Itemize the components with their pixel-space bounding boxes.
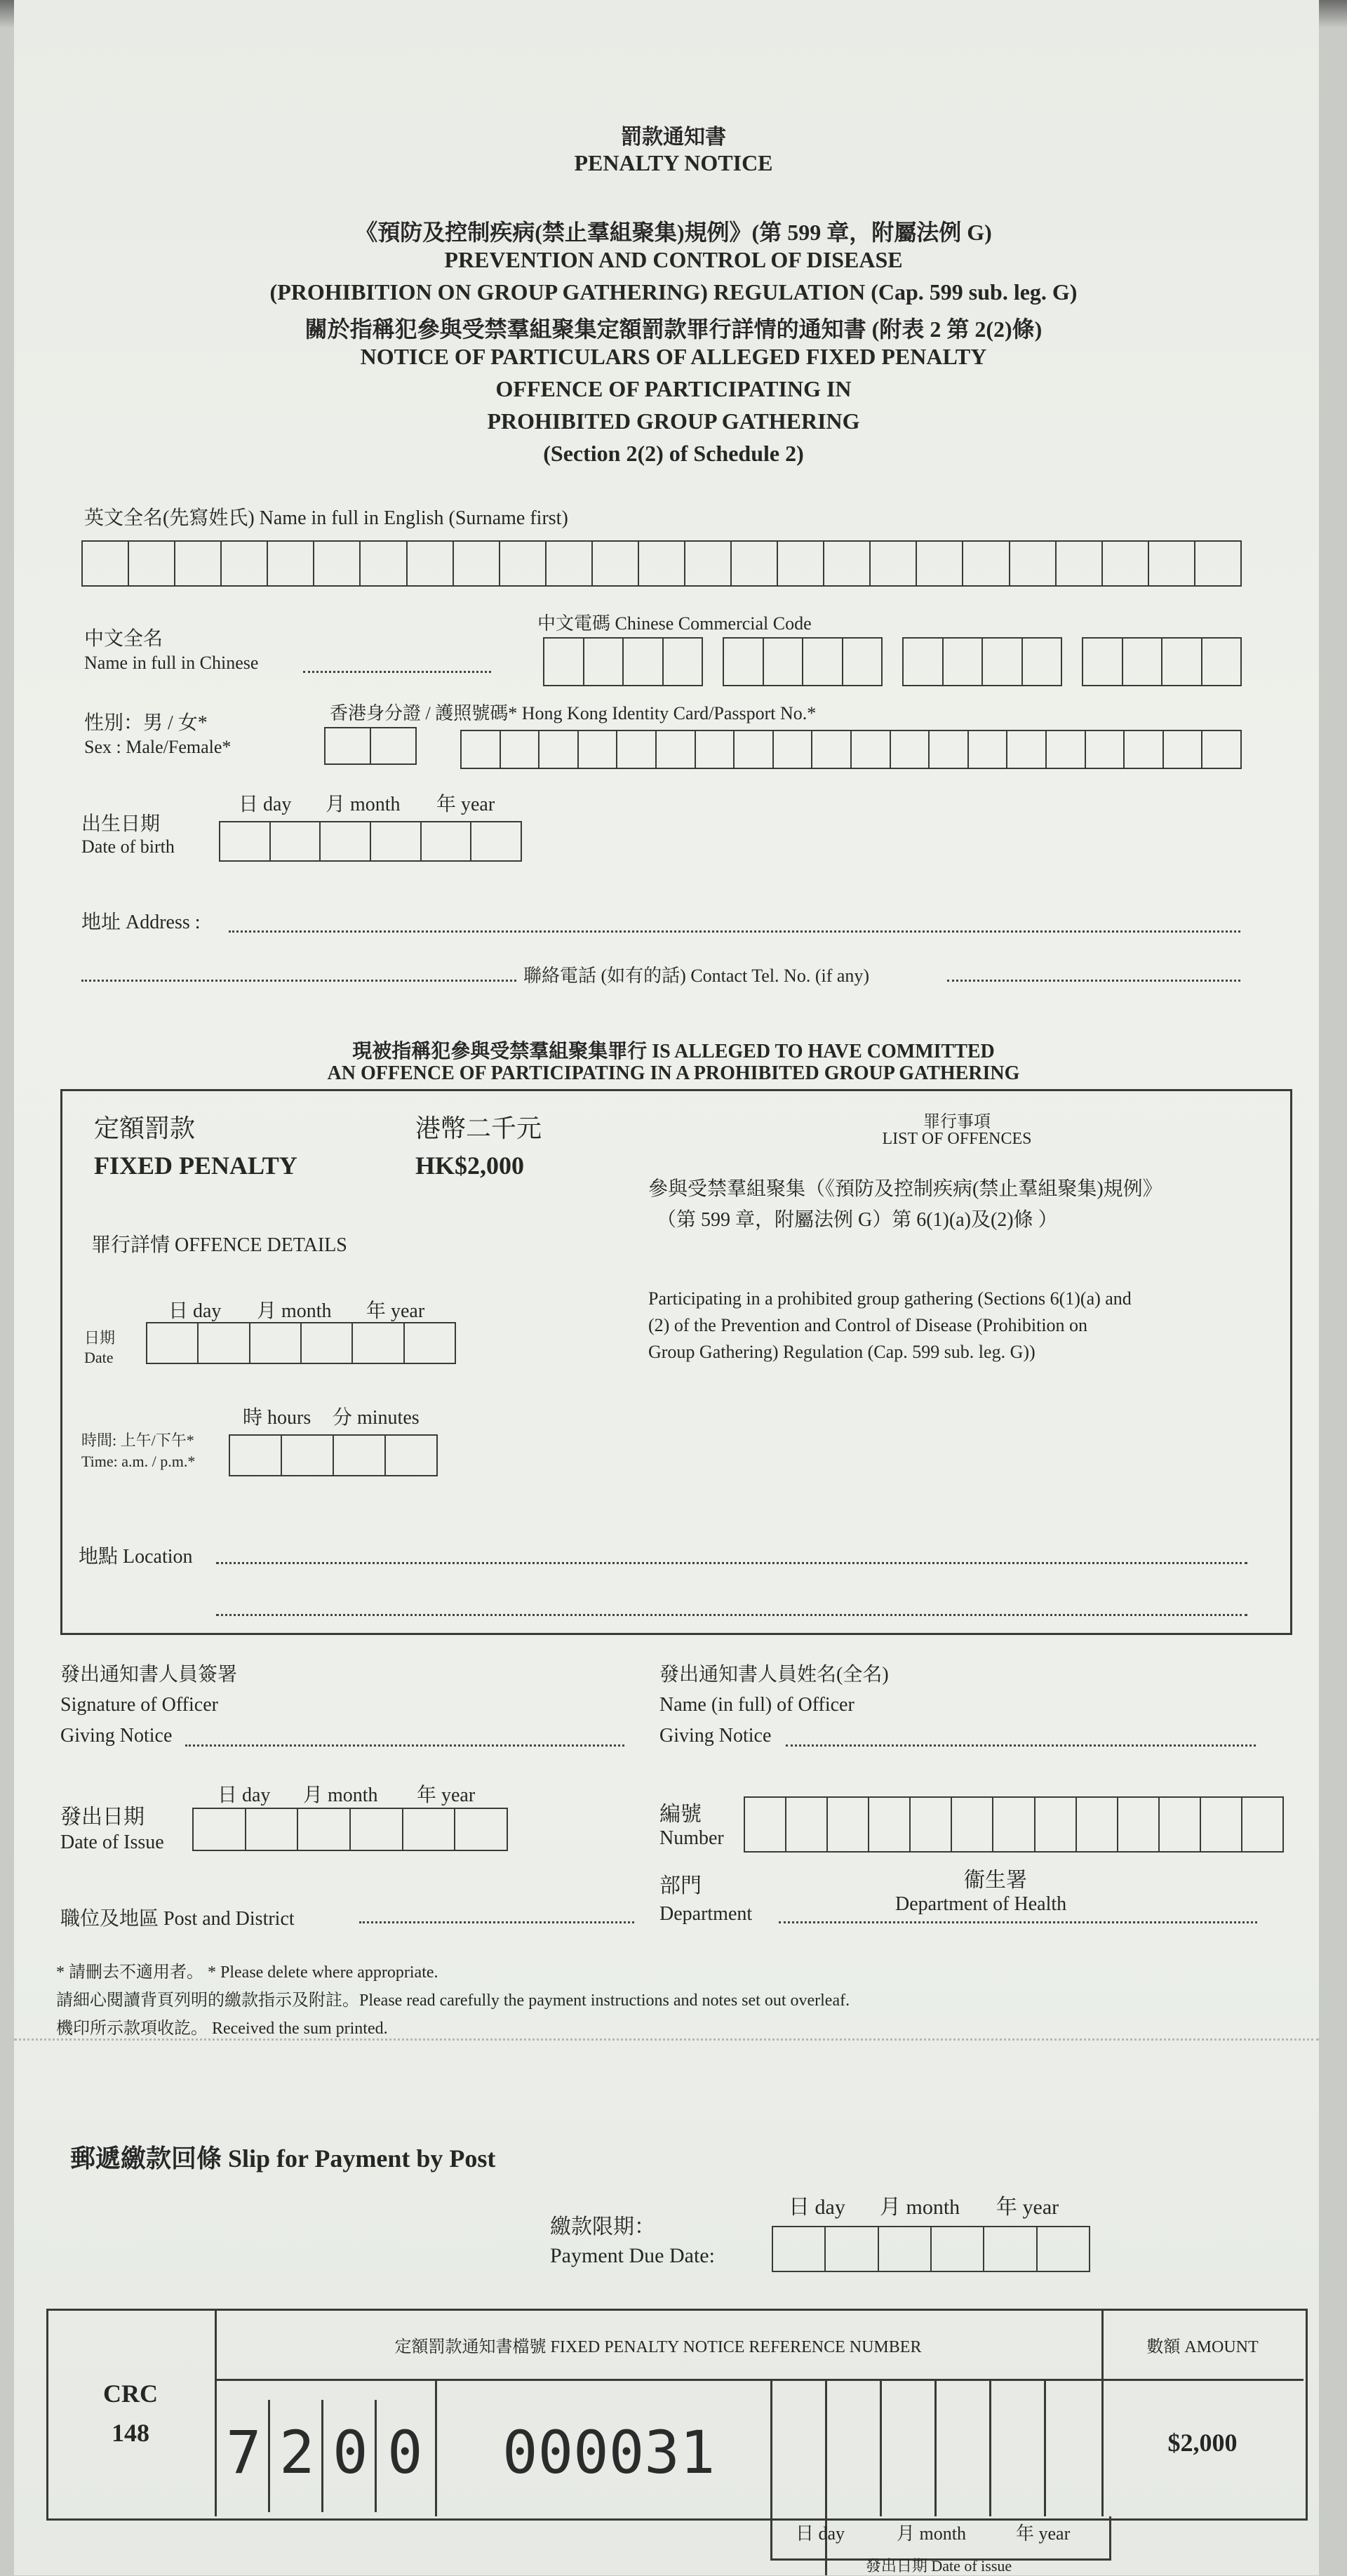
location-line-2[interactable] [216, 1614, 1247, 1616]
ref-digit-sep-10 [1044, 2379, 1046, 2516]
crc-line-1: CRC [103, 2380, 158, 2408]
location-label: 地點 Location [79, 1546, 193, 1568]
slip-year-label: 年 year [1016, 2523, 1071, 2544]
offence-desc-zh-1: 參與受禁羣組聚集（《預防及控制疾病(禁止羣組聚集)規例》 [648, 1178, 1162, 1200]
title-en: PENALTY NOTICE [574, 150, 773, 175]
reference-number-header: 定額罰款通知書檔號 FIXED PENALTY NOTICE REFERENCE NUMBER [394, 2338, 922, 2356]
date-of-issue-boxes[interactable] [192, 1808, 508, 1851]
offence-desc-en-2: (2) of the Prevention and Control of Disease (Prohibition on [648, 1315, 1088, 1335]
offence-date-label-en: Date [84, 1349, 114, 1366]
allegation-line-1: 現被指稱犯參與受禁羣組聚集罪行 IS ALLEGED TO HAVE COMMITTED [352, 1041, 995, 1062]
officer-signature-label-en-1: Signature of Officer [60, 1694, 218, 1716]
ref-serial-number: 000031 [502, 2418, 716, 2487]
time-boxes[interactable] [229, 1434, 438, 1476]
regulation-en-1: PREVENTION AND CONTROL OF DISEASE [444, 247, 903, 272]
note-read-overleaf: 請細心閱讀背頁列明的繳款指示及附註。Please read carefully the payment instructions and notes set out overleaf. [56, 1991, 850, 2010]
due-year-label: 年 year [996, 2196, 1059, 2219]
post-district-line[interactable] [359, 1921, 634, 1923]
officer-name-label-zh: 發出通知書人員姓名(全名) [659, 1664, 889, 1686]
ref-digit-sep-8 [934, 2379, 937, 2516]
number-label-en: Number [659, 1827, 724, 1849]
amount-en: HK$2,000 [415, 1152, 525, 1180]
fixed-penalty-zh: 定額罰款 [94, 1114, 196, 1142]
dob-boxes[interactable] [219, 821, 522, 862]
officer-signature-label-en-2: Giving Notice [60, 1725, 173, 1747]
department-line[interactable] [779, 1921, 1257, 1923]
post-district-label: 職位及地區 Post and District [60, 1908, 295, 1930]
notice-en-4: (Section 2(2) of Schedule 2) [543, 441, 804, 466]
department-label-zh: 部門 [659, 1874, 702, 1897]
issue-month-label: 月 month [303, 1784, 378, 1806]
time-label-en: Time: a.m. / p.m.* [81, 1453, 196, 1470]
address-label: 地址 Address : [81, 912, 201, 933]
officer-name-line[interactable] [786, 1744, 1256, 1747]
offence-date-boxes[interactable] [146, 1322, 456, 1364]
hkid-prefix-boxes[interactable] [324, 727, 417, 765]
dob-year-label: 年 year [436, 794, 495, 815]
offence-day-label: 日 day [168, 1300, 222, 1322]
list-of-offences-en: LIST OF OFFENCES [882, 1130, 1032, 1148]
ref-digit-sep-2 [321, 2400, 323, 2512]
dob-label-zh: 出生日期 [81, 813, 161, 835]
officer-signature-label-zh: 發出通知書人員簽署 [60, 1664, 238, 1686]
due-month-label: 月 month [880, 2196, 960, 2219]
title-zh: 罰款通知書 [621, 126, 726, 149]
due-date-boxes[interactable] [772, 2226, 1090, 2272]
slip-title: 郵遞繳款回條 Slip for Payment by Post [70, 2144, 496, 2173]
ref-digit-3: 0 [333, 2418, 368, 2487]
officer-name-label-en-1: Name (in full) of Officer [659, 1694, 855, 1716]
address-line-1[interactable] [229, 930, 1240, 933]
ccc-label: 中文電碼 Chinese Commercial Code [537, 613, 812, 634]
offence-details-label: 罪行詳情 OFFENCE DETAILS [91, 1234, 347, 1256]
department-value-en: Department of Health [895, 1893, 1067, 1915]
notice-en-2: OFFENCE OF PARTICIPATING IN [495, 376, 852, 401]
ref-digit-sep-4 [435, 2379, 437, 2516]
ref-digit-1: 7 [226, 2418, 262, 2487]
hkid-label: 香港身分證 / 護照號碼* Hong Kong Identity Card/Passport No.* [330, 703, 817, 723]
ccc-group-4[interactable] [1082, 637, 1242, 686]
crc-line-2: 148 [112, 2419, 149, 2447]
offence-desc-en-3: Group Gathering) Regulation (Cap. 599 sub. leg. G)) [648, 1342, 1036, 1362]
slip-date-of-issue-label: 發出日期 Date of issue [865, 2557, 1012, 2575]
ccc-group-1[interactable] [543, 637, 703, 686]
slip-month-label: 月 month [897, 2523, 966, 2544]
dob-label-en: Date of birth [81, 836, 175, 857]
ref-digit-2: 2 [279, 2418, 315, 2487]
amount-zh: 港幣二千元 [415, 1114, 542, 1142]
address-line-2[interactable] [81, 980, 516, 982]
ref-digit-sep-3 [375, 2400, 377, 2512]
tel-line[interactable] [947, 980, 1240, 982]
allegation-line-2: AN OFFENCE OF PARTICIPATING IN A PROHIBITED GROUP GATHERING [327, 1062, 1020, 1084]
offence-year-label: 年 year [366, 1300, 425, 1322]
time-minutes-label: 分 minutes [333, 1407, 420, 1429]
offence-month-label: 月 month [257, 1300, 332, 1322]
officer-signature-line[interactable] [185, 1744, 624, 1747]
issue-year-label: 年 year [417, 1784, 476, 1806]
offence-desc-en-1: Participating in a prohibited group gathering (Sections 6(1)(a) and [648, 1288, 1132, 1309]
amount-value: $2,000 [1167, 2429, 1238, 2457]
reference-table-header-line [215, 2379, 1304, 2381]
ccc-group-2[interactable] [723, 637, 883, 686]
number-boxes[interactable] [744, 1796, 1284, 1853]
dob-day-label: 日 day [239, 794, 292, 815]
offence-desc-zh-2: （第 599 章，附屬法例 G）第 6(1)(a)及(2)條 ） [657, 1209, 1058, 1231]
perforation-line [14, 2038, 1319, 2041]
amount-header: 數額 AMOUNT [1146, 2338, 1259, 2356]
ccc-group-3[interactable] [902, 637, 1062, 686]
name-chinese-label-en: Name in full in Chinese [84, 653, 259, 673]
name-english-boxes[interactable] [81, 540, 1242, 587]
ref-digit-sep-9 [989, 2379, 991, 2516]
due-date-label-en: Payment Due Date: [550, 2244, 715, 2267]
name-chinese-line[interactable] [303, 671, 491, 673]
dob-month-label: 月 month [326, 794, 401, 815]
date-of-issue-label-zh: 發出日期 [60, 1806, 145, 1829]
ref-digit-4: 0 [387, 2418, 423, 2487]
name-english-label: 英文全名(先寫姓氏) Name in full in English (Surname first) [84, 507, 568, 529]
ref-digit-sep-5 [770, 2379, 772, 2516]
fixed-penalty-en: FIXED PENALTY [94, 1152, 297, 1180]
regulation-zh: 《預防及控制疾病(禁止羣組聚集)規例》(第 599 章，附屬法例 G) [355, 220, 992, 245]
department-value-zh: 衞生署 [964, 1869, 1027, 1892]
time-label-zh: 時間: 上午/下午* [81, 1432, 194, 1449]
regulation-en-2: (PROHIBITION ON GROUP GATHERING) REGULATION (Cap. 599 sub. leg. G) [269, 279, 1078, 305]
officer-name-label-en-2: Giving Notice [659, 1725, 772, 1747]
notice-en-1: NOTICE OF PARTICULARS OF ALLEGED FIXED PENALTY [360, 344, 987, 369]
slip-day-label: 日 day [796, 2523, 845, 2544]
ref-digit-sep-1 [268, 2400, 270, 2512]
due-day-label: 日 day [789, 2196, 845, 2219]
ref-digit-sep-7 [880, 2379, 882, 2516]
name-chinese-label-zh: 中文全名 [84, 628, 163, 650]
list-of-offences-zh: 罪行事項 [923, 1113, 991, 1131]
number-label-zh: 編號 [659, 1803, 702, 1826]
issue-day-label: 日 day [217, 1784, 271, 1806]
department-label-en: Department [659, 1903, 753, 1925]
time-hours-label: 時 hours [243, 1407, 311, 1429]
location-line-1[interactable] [216, 1562, 1247, 1564]
sex-label-zh: 性別：男 / 女* [84, 712, 208, 734]
note-received: 機印所示款項收訖。 Received the sum printed. [56, 2020, 388, 2038]
sex-label-en: Sex : Male/Female* [84, 737, 232, 757]
due-date-label-zh: 繳款限期： [550, 2215, 655, 2238]
notice-en-3: PROHIBITED GROUP GATHERING [487, 408, 860, 434]
notice-zh: 關於指稱犯參與受禁羣組聚集定額罰款罪行詳情的通知書 (附表 2 第 2(2)條) [304, 316, 1043, 342]
note-delete: * 請刪去不適用者。 * Please delete where appropriate. [56, 1963, 438, 1982]
hkid-number-boxes[interactable] [460, 730, 1242, 769]
offence-date-label-zh: 日期 [84, 1329, 116, 1347]
date-of-issue-label-en: Date of Issue [60, 1831, 164, 1853]
tel-label: 聯絡電話 (如有的話) Contact Tel. No. (if any) [523, 966, 870, 986]
